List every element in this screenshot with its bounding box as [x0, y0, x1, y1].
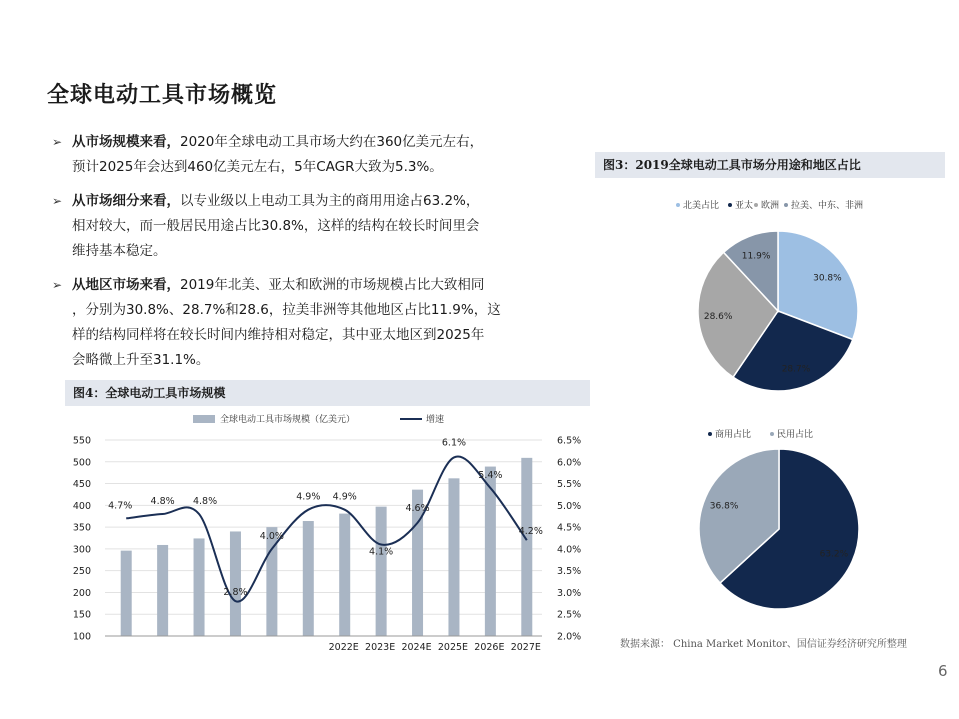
y-right-tick-label: 5.0%	[557, 500, 582, 512]
arrow-icon: ➢	[52, 278, 63, 292]
growth-data-label: 5.4%	[478, 469, 503, 481]
figure3-title: 图3：2019全球电动工具市场分用途和地区占比	[595, 152, 945, 178]
pie-value-label: 30.8%	[813, 273, 842, 284]
bar	[194, 538, 205, 636]
bullet-text: 样的结构同样将在较长时间内维持相对稳定，其中亚太地区到2025年	[72, 327, 485, 343]
bullet-region	[52, 273, 557, 373]
bar	[376, 507, 387, 636]
bullet-head: 从市场规模来看，	[72, 134, 180, 150]
y-left-tick-label: 400	[72, 500, 91, 512]
y-right-tick-label: 3.0%	[557, 587, 582, 599]
bullet-text: 2020年全球电动工具市场大约在360亿美元左右，	[180, 134, 484, 150]
page-number: 6	[938, 662, 948, 680]
legend-label: 欧洲	[761, 201, 780, 211]
bar	[157, 545, 168, 636]
y-right-tick-label: 6.5%	[557, 435, 582, 447]
growth-data-label: 4.7%	[108, 500, 133, 512]
growth-data-label: 4.8%	[192, 496, 218, 508]
legend-dot	[708, 432, 712, 436]
legend-line-label: 增速	[426, 415, 445, 425]
legend-dot	[728, 203, 732, 207]
arrow-icon: ➢	[52, 194, 63, 208]
y-left-tick-label: 350	[72, 522, 91, 534]
growth-data-label: 4.0%	[259, 530, 284, 542]
growth-data-label: 4.9%	[332, 491, 357, 503]
y-right-tick-label: 2.0%	[557, 631, 582, 643]
pie-value-label: 28.6%	[703, 312, 733, 323]
x-tick-label: 2022E	[328, 642, 359, 653]
pie-value-label: 11.9%	[741, 251, 771, 262]
x-tick-label: 2025E	[437, 642, 469, 653]
growth-data-label: 4.6%	[405, 502, 430, 514]
y-right-tick-label: 4.0%	[557, 544, 582, 556]
bullet-head: 从市场细分来看，	[72, 193, 180, 209]
y-left-tick-label: 250	[72, 566, 91, 578]
arrow-icon: ➢	[52, 135, 63, 149]
legend-dot	[676, 203, 680, 207]
growth-data-label: 4.1%	[369, 546, 394, 558]
growth-data-label: 4.9%	[296, 491, 321, 503]
bar	[339, 514, 350, 636]
usage-pie-chart	[680, 420, 880, 620]
growth-line	[126, 456, 527, 601]
growth-data-label: 6.1%	[441, 437, 467, 449]
y-left-tick-label: 200	[72, 587, 91, 599]
y-right-tick-label: 6.0%	[557, 457, 582, 469]
bullet-list	[52, 130, 557, 382]
bullet-segment	[52, 189, 557, 264]
legend-label: 商用占比	[715, 430, 752, 440]
bullet-text: 会略微上升至31.1%。	[72, 352, 210, 368]
x-tick-label: 2026E	[474, 642, 505, 653]
bar	[521, 458, 532, 636]
bullet-text: ，分别为30.8%、28.7%和28.6，拉美非洲等其他地区占比11.9%，这	[72, 302, 501, 318]
bar	[448, 478, 459, 636]
y-left-tick-label: 150	[72, 609, 91, 621]
bullet-text: 相对较大，而一般居民用途占比30.8%，这样的结构在较长时间里会	[72, 218, 480, 234]
legend-dot	[754, 203, 758, 207]
y-right-tick-label: 3.5%	[557, 566, 582, 578]
x-tick-label: 2027E	[510, 642, 541, 653]
growth-data-label: 4.2%	[518, 526, 543, 538]
bullet-text: 以专业级以上电动工具为主的商用用途占63.2%，	[180, 193, 480, 209]
y-right-tick-label: 4.5%	[557, 522, 582, 534]
legend-label: 民用占比	[777, 430, 814, 440]
legend-dot	[784, 203, 788, 207]
bullet-text: 预计2025年会达到460亿美元左右，5年CAGR大致为5.3%。	[72, 159, 443, 175]
region-pie-chart	[660, 192, 890, 402]
x-tick-label: 2023E	[365, 642, 396, 653]
pie-value-label: 36.8%	[709, 501, 739, 512]
growth-data-label: 4.8%	[150, 496, 175, 508]
legend-bar-swatch	[193, 415, 215, 423]
pie-value-label: 28.7%	[781, 364, 811, 375]
market-size-chart	[60, 408, 595, 658]
legend-label: 北美占比	[683, 201, 720, 211]
legend-label: 亚太	[735, 201, 754, 211]
bar	[121, 551, 132, 636]
bar	[303, 521, 314, 636]
legend-label: 拉美、中东、非洲	[791, 201, 864, 211]
y-left-tick-label: 500	[72, 457, 91, 469]
page-title: 全球电动工具市场概览	[47, 82, 278, 108]
y-left-tick-label: 300	[72, 544, 91, 556]
legend-dot	[770, 432, 774, 436]
bar	[230, 531, 241, 636]
source-note: 数据来源： China Market Monitor、国信证券经济研究所整理	[620, 639, 907, 650]
pie-value-label: 63.2%	[819, 549, 849, 560]
y-right-tick-label: 5.5%	[557, 479, 582, 491]
bullet-text: 2019年北美、亚太和欧洲的市场规模占比大致相同	[180, 277, 485, 293]
y-right-tick-label: 2.5%	[557, 609, 582, 621]
bullet-head: 从地区市场来看，	[72, 277, 180, 293]
bullet-market-size	[52, 130, 557, 180]
y-left-tick-label: 550	[72, 435, 91, 447]
legend-bar-label: 全球电动工具市场规模（亿美元）	[220, 415, 356, 425]
x-tick-label: 2024E	[401, 642, 432, 653]
growth-data-label: 2.8%	[223, 587, 248, 599]
bullet-text: 维持基本稳定。	[72, 243, 167, 259]
y-left-tick-label: 100	[72, 631, 91, 643]
y-left-tick-label: 450	[72, 479, 91, 491]
figure4-title: 图4：全球电动工具市场规模	[65, 380, 590, 406]
